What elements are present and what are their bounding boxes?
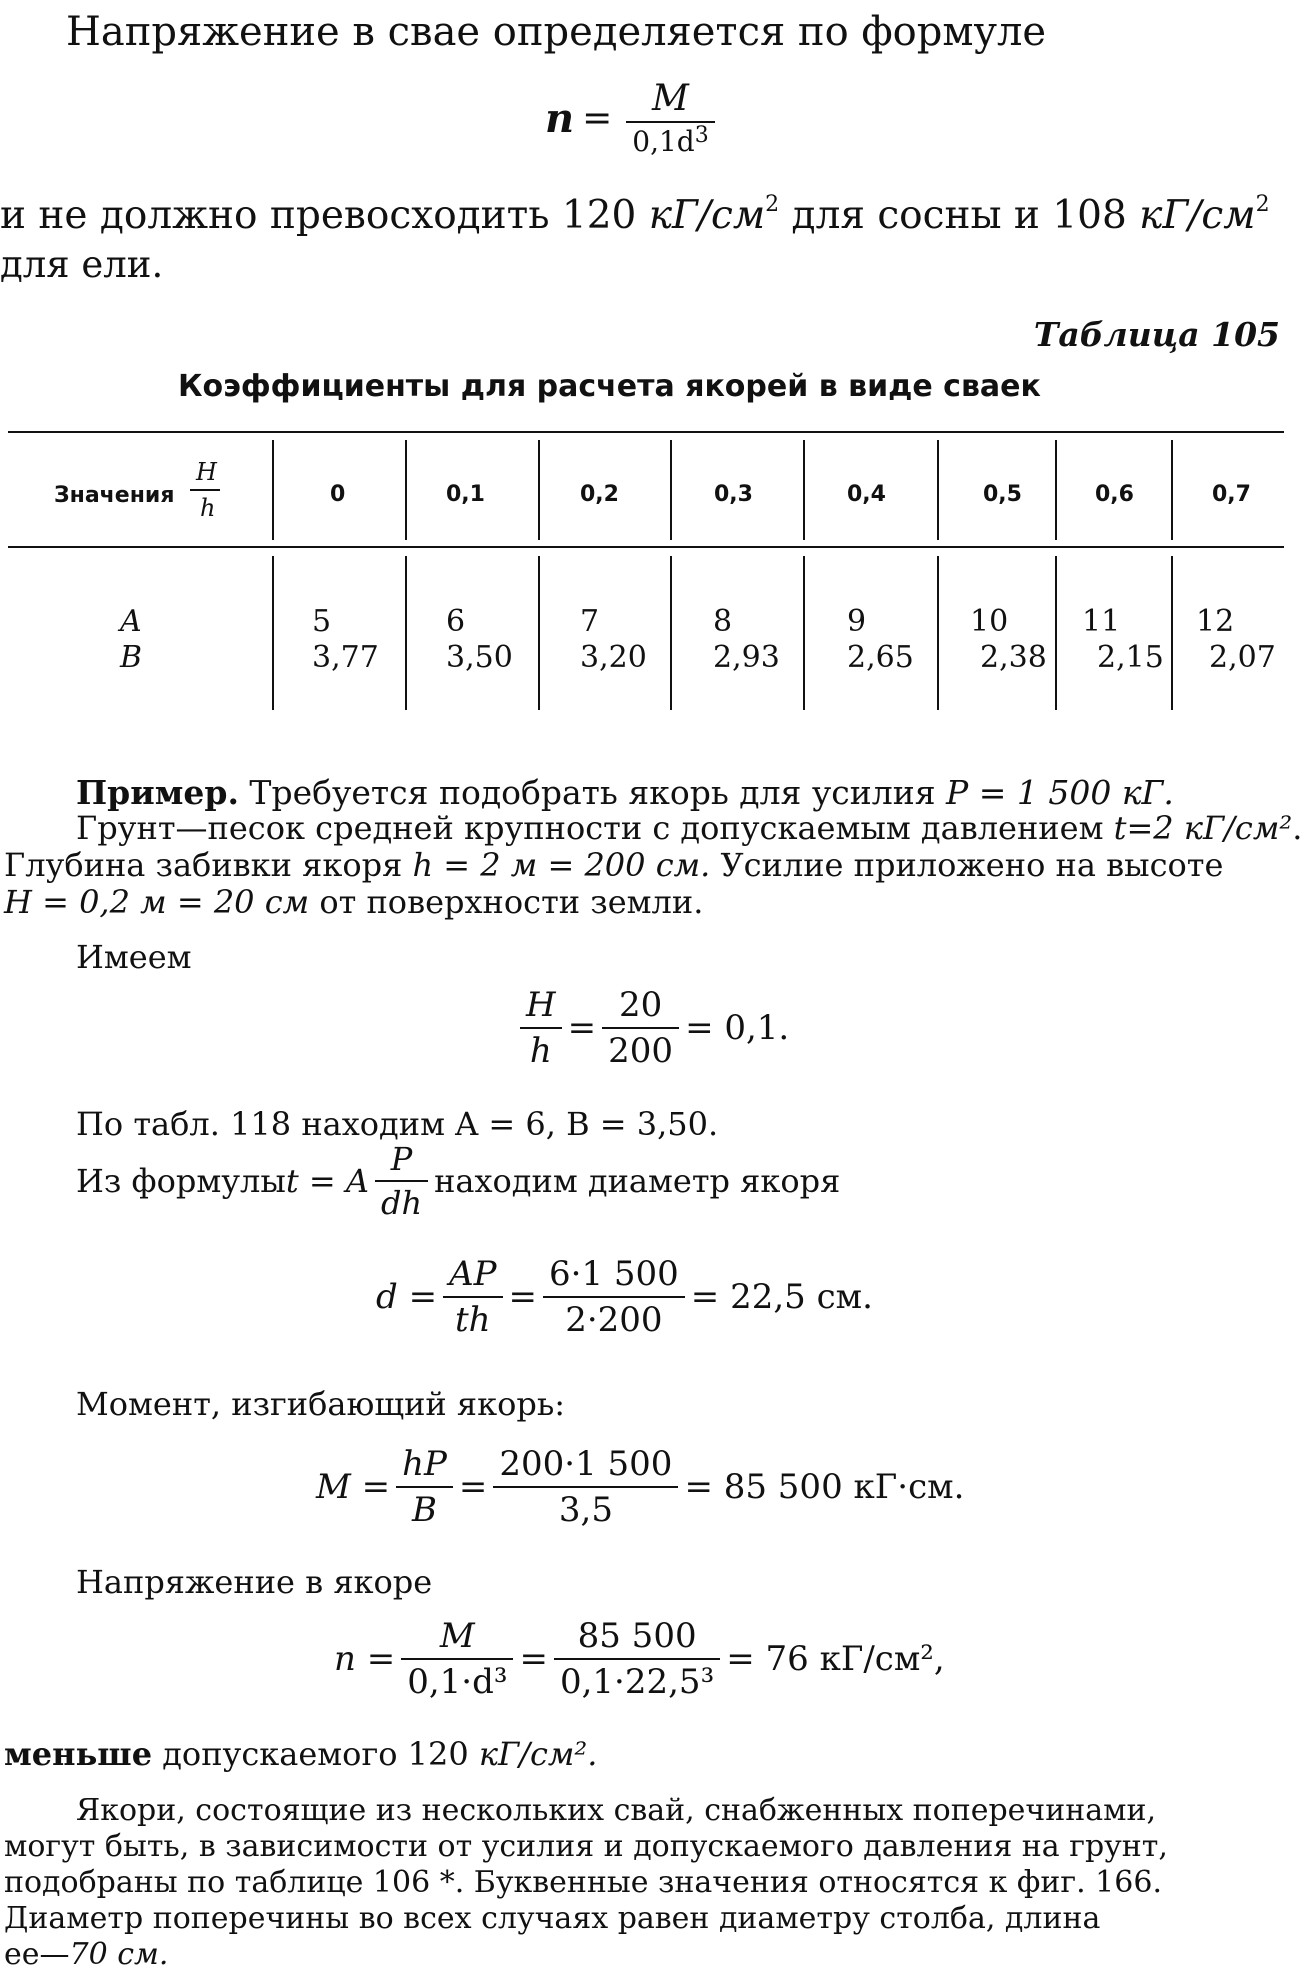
intro-line-1: Напряжение в свае определяется по формуле: [66, 9, 1047, 55]
table-cell: 2,15: [1097, 640, 1164, 675]
table-title: Коэффициенты для расчета якорей в виде сваек: [178, 369, 1041, 404]
table-cell: 2,65: [847, 640, 914, 675]
table-cell: 6: [446, 604, 466, 639]
table-cell: 10: [970, 604, 1009, 639]
example-line-3: Глубина забивки якоря h = 2 м = 200 см. Усилие приложено на высоте: [4, 846, 1224, 884]
text-have: Имеем: [76, 938, 192, 976]
table-label: Таблица 105: [1033, 315, 1280, 354]
text-from-formula: Из формулы t = A $\frac{P}{dh}$ находим диаметр якоря: [76, 1140, 841, 1222]
intro-line-2: и не должно превосходить 120 $кГ/см^2$ для сосны и 108 $кГ/см^2$: [0, 192, 1270, 238]
table-col-7: 0,7: [1212, 482, 1251, 507]
table-col-6: 0,6: [1095, 482, 1134, 507]
table-col-2: 0,2: [580, 482, 619, 507]
table-cell: 11: [1082, 604, 1121, 639]
example-line-2: Грунт—песок средней крупности с допускаемым давлением t=2 кГ/см².: [76, 809, 1302, 847]
table-col-3: 0,3: [714, 482, 753, 507]
table-header-frac-den: h: [200, 494, 216, 522]
table-cell: 7: [580, 604, 600, 639]
intro-line-3: для ели.: [0, 243, 164, 286]
example-line-1: Пример. Требуется подобрать якорь для усилия P = 1 500 кГ.: [76, 773, 1174, 812]
text-less: меньше допускаемого 120 кГ/см².: [4, 1735, 598, 1773]
table-cell: 3,77: [312, 640, 379, 675]
table-col-5: 0,5: [983, 482, 1022, 507]
table-cell: 9: [847, 604, 867, 639]
final-line-4: Диаметр поперечины во всех случаях равен диаметру столба, длина: [4, 1901, 1101, 1936]
text-stress: Напряжение в якоре: [76, 1563, 433, 1601]
final-line-1: Якори, состоящие из нескольких свай, снабженных поперечинами,: [76, 1793, 1156, 1828]
table-cell: 12: [1196, 604, 1235, 639]
formula-diameter: d = $\frac{AP}{th}$ = $\frac{6\cdot 1 500}{2\cdot 200}$ = 22,5 см.: [376, 1254, 873, 1340]
formula-moment: M = $\frac{hP}{B}$ = $\frac{200\cdot 1 500}{3,5}$ = 85 500 кГ·см.: [316, 1444, 965, 1530]
formula-fraction: $\frac{M}{0,1d^3}$: [626, 78, 714, 158]
table-cell: 8: [713, 604, 733, 639]
table-header-rule: [8, 546, 1284, 548]
table-row-label-b: B: [120, 640, 143, 675]
example-line-4: H = 0,2 м = 20 см от поверхности земли.: [4, 883, 704, 921]
table-row-label-a: A: [120, 604, 142, 639]
formula-stress-anchor: n = $\frac{M}{\text{0,1·d³}}$ = $\frac{85 500}{\text{0,1·22,5³}}$ = 76 кГ/см²,: [334, 1616, 945, 1702]
table-col-4: 0,4: [847, 482, 886, 507]
formula-lhs: n: [545, 94, 575, 142]
table-cell: 3,20: [580, 640, 647, 675]
formula-stress-pile: n = $\frac{M}{0,1d^3}$: [545, 78, 721, 158]
table-header-label: Значения: [54, 483, 175, 508]
table-cell: 2,07: [1209, 640, 1276, 675]
table-cell: 5: [312, 604, 332, 639]
text-by-table: По табл. 118 находим A = 6, B = 3,50.: [76, 1105, 719, 1143]
table-col-0: 0: [330, 482, 346, 507]
final-line-5: ее—70 см.: [4, 1937, 169, 1972]
table-cell: 2,93: [713, 640, 780, 675]
final-line-3: подобраны по таблице 106 *. Буквенные значения относятся к фиг. 166.: [4, 1865, 1162, 1900]
text-moment: Момент, изгибающий якорь:: [76, 1385, 566, 1423]
table-cell: 3,50: [446, 640, 513, 675]
table-col-1: 0,1: [446, 482, 485, 507]
final-line-2: могут быть, в зависимости от усилия и допускаемого давления на грунт,: [4, 1829, 1168, 1864]
table-header-frac-num: H: [196, 458, 217, 486]
table-top-rule: [8, 431, 1284, 433]
table-cell: 2,38: [980, 640, 1047, 675]
formula-ratio: $\frac{H}{h}$ = $\frac{20}{200}$ = 0,1.: [514, 985, 789, 1071]
